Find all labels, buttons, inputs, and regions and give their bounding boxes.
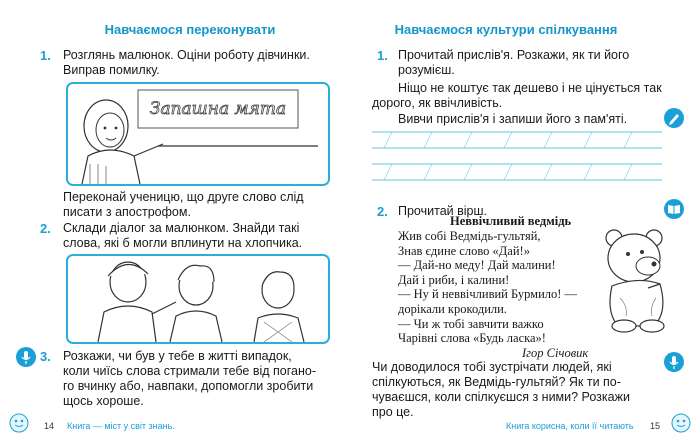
proverb-text bbox=[372, 81, 662, 111]
boys-drawing bbox=[68, 256, 328, 342]
text-line: го вчинку або, навпаки, допомогли зробити bbox=[63, 379, 314, 393]
poem-author: Ігор Січовик bbox=[522, 346, 589, 360]
text-line: Переконай ученицю, що друге слово слід bbox=[63, 190, 304, 204]
right-page bbox=[350, 0, 700, 445]
bear-illustration bbox=[598, 226, 680, 334]
boy-hair bbox=[108, 264, 148, 276]
book-icon bbox=[664, 199, 684, 219]
girl-eye bbox=[115, 127, 118, 130]
text-line: слова, які б могли вплинути на хлопчика. bbox=[63, 236, 303, 250]
poem-line: дорікали крокодили. bbox=[398, 301, 507, 316]
microphone-glyph bbox=[16, 347, 36, 367]
task-number: 3. bbox=[40, 349, 51, 364]
task-3-text bbox=[63, 349, 345, 409]
persuade-text bbox=[63, 190, 343, 220]
text-line: Склади діалог за малюнком. Знайди такі bbox=[63, 221, 300, 235]
text-line: Чи доводилося тобі зустрічати людей, які bbox=[372, 360, 612, 374]
text-line: писати з апострофом. bbox=[63, 205, 191, 219]
left-page-title: Навчаємося переконувати bbox=[104, 22, 276, 37]
text-line: про це. bbox=[372, 405, 414, 419]
boy-hair bbox=[262, 272, 294, 288]
poem-line: Дай і риби, і калини! bbox=[398, 272, 510, 287]
boy-arm bbox=[152, 302, 176, 314]
microphone-glyph bbox=[664, 352, 684, 372]
girl-face bbox=[96, 113, 124, 147]
pencil-glyph bbox=[664, 108, 684, 128]
microphone-icon bbox=[16, 347, 36, 367]
poem-title: Неввічливий ведмідь bbox=[450, 214, 572, 228]
text-line: чуваєшся, коли спілкуєшся з ними? Розкажи bbox=[372, 390, 630, 404]
boy-body bbox=[98, 306, 156, 342]
girl-eye bbox=[104, 127, 107, 130]
task-1-text bbox=[63, 48, 343, 78]
poem-line: Жив собі Ведмідь-гультяй, bbox=[398, 229, 541, 243]
corner-flower-icon bbox=[668, 412, 694, 434]
microphone-icon bbox=[664, 352, 684, 372]
girl-body bbox=[82, 150, 140, 184]
boy-body bbox=[170, 311, 222, 342]
poem-line: Знав єдине слово «Дай!» bbox=[398, 243, 530, 258]
footer-text: Книга — міст у світ знань. bbox=[67, 421, 175, 431]
poem-line: — Ну й неввічливий Бурмило! — bbox=[398, 287, 578, 302]
footer-text: Книга корисна, коли її читають bbox=[506, 421, 634, 431]
text-line: Розглянь малюнок. Оціни роботу дівчинки. bbox=[63, 48, 310, 62]
pencil-icon bbox=[664, 108, 684, 128]
boys-illustration bbox=[66, 254, 330, 344]
girl-arm bbox=[134, 144, 163, 156]
text-line: Прочитай прислів'я. Розкажи, як ти його bbox=[398, 48, 630, 62]
question-text bbox=[372, 360, 662, 420]
poem-body bbox=[398, 229, 628, 346]
task-2-text bbox=[63, 221, 343, 251]
text-line: розумієш. bbox=[398, 63, 455, 77]
memorize-text: Вивчи прислів'я і запиши його з пам'яті. bbox=[398, 112, 628, 126]
book-glyph bbox=[664, 199, 684, 219]
blackboard-text: Запашна мята bbox=[149, 99, 287, 119]
page-number: 15 bbox=[650, 421, 661, 431]
girl-blackboard-illustration bbox=[66, 82, 330, 186]
corner-flower-icon bbox=[6, 412, 32, 434]
task-2-label: Прочитай вірш. bbox=[398, 204, 487, 218]
page-number: 14 bbox=[44, 421, 55, 431]
task-number: 2. bbox=[377, 204, 388, 219]
poem-line: Чарівні слова «Будь ласка»! bbox=[398, 331, 546, 346]
right-page-title: Навчаємося культури спілкування bbox=[394, 22, 618, 37]
text-line: дорого, як ввічливість. bbox=[372, 96, 503, 110]
writing-lines bbox=[372, 128, 662, 186]
task-number: 1. bbox=[377, 48, 388, 63]
task-1-text bbox=[398, 48, 658, 78]
task-number: 1. bbox=[40, 48, 51, 63]
text-line: коли чиїсь слова стримали тебе від погано- bbox=[63, 364, 317, 378]
boy-body bbox=[254, 314, 304, 342]
text-line: спілкуються, як Ведмідь-гультяй? Як ти по- bbox=[372, 375, 621, 389]
text-line: щось хороше. bbox=[63, 394, 144, 408]
task-number: 2. bbox=[40, 221, 51, 236]
text-line: Розкажи, чи був у тебе в житті випадок, bbox=[63, 349, 292, 363]
text-line: Виправ помилку. bbox=[63, 63, 160, 77]
text-line: Ніщо не коштує так дешево і не цінується так bbox=[398, 81, 662, 95]
poem-line: — Чи ж тобі завчити важко bbox=[398, 316, 544, 331]
girl-blackboard-drawing bbox=[68, 84, 328, 184]
poem-line: — Дай-но меду! Дай малини! bbox=[398, 258, 556, 273]
boy-hair bbox=[178, 265, 214, 282]
